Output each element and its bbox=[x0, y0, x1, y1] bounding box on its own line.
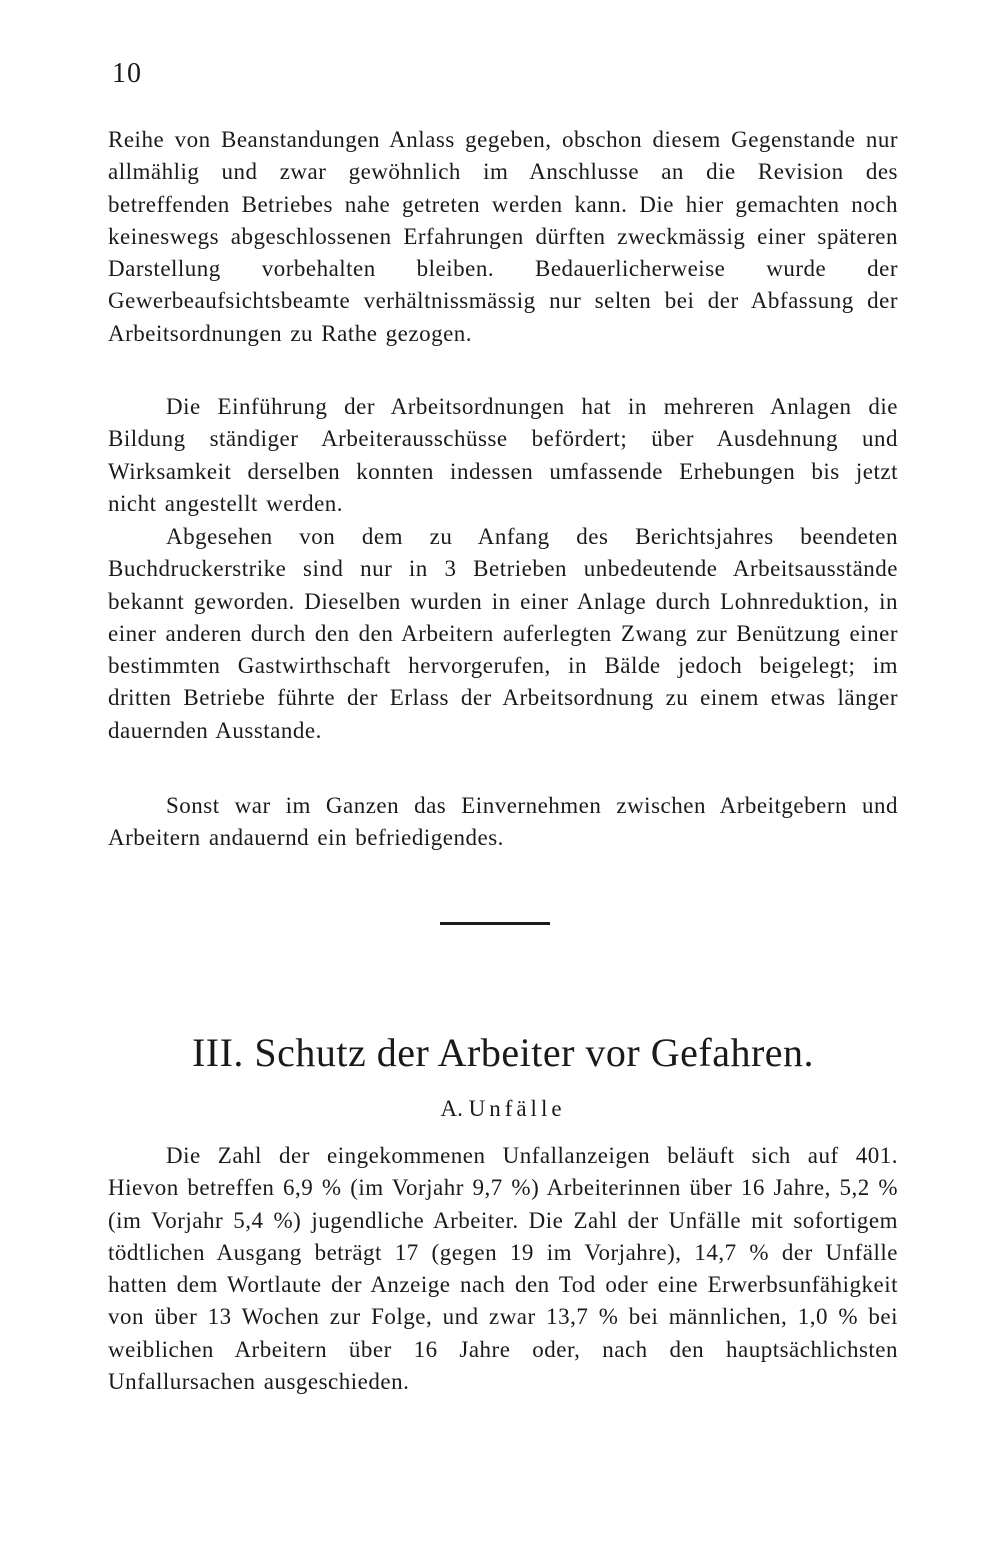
subsection-letter: A. bbox=[440, 1096, 463, 1121]
paragraph-arbeiterausschuesse bbox=[108, 391, 898, 520]
subsection-title: Unfälle bbox=[468, 1096, 566, 1121]
section-heading: III. Schutz der Arbeiter vor Gefahren. bbox=[191, 1030, 815, 1075]
paragraph-text: Reihe von Beanstandungen Anlass gegeben, obschon diesem Gegenstande nur allmählig und zwar gewöhnlich im Anschlusse an die Revision des betreffenden Betriebes nahe getreten werden kann. Die hier gemachten noch keineswegs abgeschlossenen Erfahrungen dürften zweckmässig einer späteren Darstellung vorbehalten bleiben. Bedauerlicherweise wurde der Gewerbeaufsichtsbeamte verhältnissmässig nur selten bei der Abfassung der Arbeitsordnungen zu Rathe gezogen. bbox=[108, 127, 898, 346]
paragraph-unfallanzeigen bbox=[108, 1140, 898, 1398]
page-number: 10 bbox=[112, 58, 142, 89]
paragraph-einvernehmen bbox=[108, 790, 898, 855]
subsection-heading bbox=[108, 1093, 898, 1125]
paragraph-text: Abgesehen von dem zu Anfang des Berichtsjahres beendeten Buchdruckerstrike sind nur in 3 Betrieben unbedeutende Arbeitsausstände bekannt geworden. Dieselben wurden in einer Anlage durch Lohnreduktion, in einer anderen durch den den Arbeitern auferlegten Zwang zur Benützung einer bestimmten Gastwirthschaft hervorgerufen, in Bälde jedoch beigelegt; im dritten Betriebe führte der Erlass der Arbeitsordnung zu einem etwas länger dauernden Ausstande. bbox=[108, 524, 898, 743]
paragraph-text: Die Zahl der eingekommenen Unfallanzeigen beläuft sich auf 401. Hievon betreffen 6,9 % (im Vorjahr 9,7 %) Arbeiterinnen über 16 Jahre, 5,2 % (im Vorjahr 5,4 %) jugendliche Arbeiter. Die Zahl der Unfälle mit sofortigem tödtlichen Ausgang beträgt 17 (gegen 19 im Vorjahre), 14,7 % der Unfälle hatten dem Wortlaute der Anzeige nach den Tod oder eine Erwerbsunfähigkeit von über 13 Wochen zur Folge, und zwar 13,7 % bei männlichen, 1,0 % bei weiblichen Arbeitern über 16 Jahre oder, nach den hauptsächlichsten Unfallursachen ausgeschieden. bbox=[108, 1143, 898, 1395]
section-divider bbox=[440, 922, 550, 925]
paragraph-text: Die Einführung der Arbeitsordnungen hat in mehreren Anlagen die Bildung ständiger Arbeiterausschüsse befördert; über Ausdehnung und Wirksamkeit derselben konnten indessen umfassende Erhebungen bis jetzt nicht angestellt werden. bbox=[108, 394, 898, 516]
paragraph-ausstaende bbox=[108, 521, 898, 747]
paragraph-text: Sonst war im Ganzen das Einvernehmen zwischen Arbeitgebern und Arbeitern andauernd ein befriedigendes. bbox=[108, 793, 898, 851]
paragraph-continuation bbox=[108, 124, 898, 350]
